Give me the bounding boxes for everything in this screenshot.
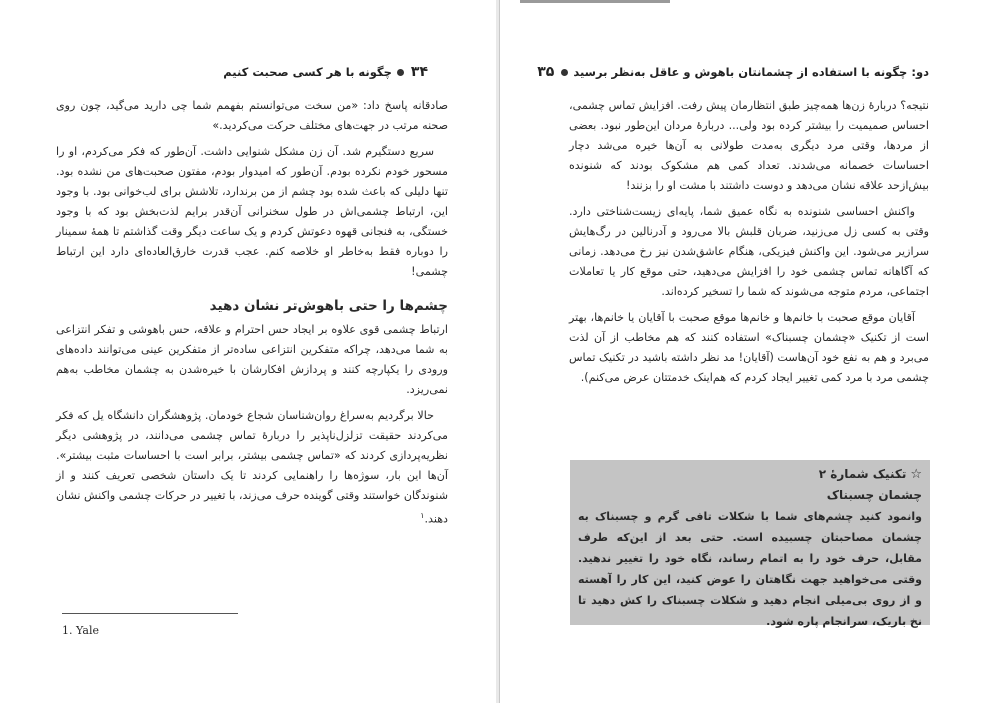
- paragraph: آقایان موقع صحبت با خانم‌ها و خانم‌ها موقع صحبت با آقایان یا خانم‌ها، بهتر است از تکنیک «چشمان چسبناک» استفاده کنند که هم مخاطب از آن لذت می‌برد و هم به نفع خود آن‌هاست (آقایان! مد نظر داشته باشید در تکنیک تماس چشمی مرد با مرد کمی تغییر ایجاد کردم که هم‌اینک خدمتتان عرض می‌کنم).: [569, 311, 929, 384]
- paragraph: صادقانه پاسخ داد: «من سخت می‌توانستم بفهمم شما چی دارید می‌گید، چون روی صحنه مرتب در جهت‌های مختلف حرکت می‌کردید.»: [56, 99, 448, 132]
- right-page-running-title: دو: چگونه با استفاده از چشمانتان باهوش و عاقل به‌نظر برسید: [573, 65, 929, 79]
- technique-label-row: [578, 464, 922, 485]
- left-page: [0, 0, 497, 703]
- footnote: 1. Yale: [62, 624, 99, 637]
- right-page-number: ۳۵: [537, 64, 555, 80]
- technique-name: چشمان چسبناک: [826, 488, 922, 502]
- technique-text: وانمود کنید چشم‌های شما با شکلات تافی گرم و چسبناک به چشمان مصاحبتان چسبیده است. حتی بعد از این‌که طرف مقابل، حرف خود را به اتمام رساند، نگاه خود را تغییر ندهید. وقتی می‌خواهید جهت نگاهتان را عوض کنید، این کار را آهسته و از روی بی‌میلی انجام دهید و شکلات چسبناک را کش دهید تا نخ باریک، سرانجام پاره شود.: [578, 510, 922, 628]
- footnote-divider: [62, 613, 238, 614]
- paragraph: ارتباط چشمی قوی علاوه بر ایجاد حس احترام و علاقه، حس باهوشی و تفکر انتزاعی به شما می‌دهد، چراکه متفکرین انتزاعی ساده‌تر از متفکرین عینی می‌توانند داده‌های ورودی را یکپارچه کنند و پردازش افکارشان با خیره‌شدن به چشمان مخاطب به‌هم نمی‌ریزد.: [56, 323, 448, 396]
- right-page: [499, 0, 995, 703]
- paragraph: نتیجه؟ دربارهٔ زن‌ها همه‌چیز طبق انتظارمان پیش رفت. افزایش تماس چشمی، احساس صمیمیت را بیشتر کرده بود ولی... دربارهٔ مردان این‌طور نبود. بعضی از مردها، وقتی مرد دیگری به‌مدت طولانی به آن‌ها خیره می‌شد دچار احساسات خصمانه می‌شدند. تعداد کمی هم مشکوک بودند که شنونده بیش‌ازحد علاقه نشان می‌دهد و دوست داشتند با مشت او را بزنند!: [569, 99, 929, 192]
- footnote-marker: ۱: [420, 511, 425, 520]
- star-icon: ☆: [910, 467, 922, 482]
- left-page-header: [223, 62, 430, 82]
- paragraph: [56, 406, 448, 530]
- bullet-icon: [561, 69, 568, 76]
- right-page-body: [569, 96, 929, 394]
- left-page-number: ۳۴: [410, 64, 428, 80]
- paragraph: سریع دستگیرم شد. آن زن مشکل شنوایی داشت. آن‌طور که فکر می‌کردم، او را مسحور خودم نکرده بودم. آن‌طور که امیدوار بودم، مفتون صحبت‌های من نشده بود. تنها دلیلی که باعث شده بود چشم از من برندارد، تلاشش برای لب‌خوانی بود. با وجود این، ارتباط چشمی‌اش در طول سخنرانی آن‌قدر برایم لذت‌بخش بود که با وجود خستگی، به فنجانی قهوه دعوتش کردم و یک ساعت دیگر وقت گذاشتم تا همهٔ سمینار را دوباره فقط به‌خاطر او خلاصه کنم. عجب قدرت خارق‌العاده‌ای دارد این ارتباط چشمی!: [56, 145, 448, 278]
- paragraph: واکنش احساسی شنونده به نگاه عمیق شما، پایه‌ای زیست‌شناختی دارد. وقتی به کسی زل می‌زنید، ضربان قلبش بالا می‌رود و آدرنالین در رگ‌هایش سرازیر می‌شود. این واکنش فیزیکی، هنگام عاشق‌شدن نیز رخ می‌دهد. زمانی که آگاهانه تماس چشمی خود را افزایش می‌دهید، حتی موقع کار یا تعاملات اجتماعی، مردم متوجه می‌شوند که شما را تسخیر کرده‌اند.: [569, 205, 929, 298]
- technique-box: [570, 460, 930, 628]
- left-page-body: [56, 96, 448, 536]
- paragraph-text: حالا برگردیم به‌سراغ روان‌شناسان شجاع خودمان. پژوهشگران دانشگاه یل که فکر می‌کردند حقیقت تزلزل‌ناپذیر را دربارهٔ تماس چشمی می‌دانند، در پژوهشی دیگر نظریه‌پردازی کردند که «تماس چشمی بیشتر، برابر است با احساسات مثبت بیشتر». آن‌ها این بار، سوژه‌ها را راهنمایی کردند تا یک داستان شخصی تعریف کنند و از شنوندگان خواستند وقتی گوینده حرف می‌زند، با تغییر در حرکات چشمی واکنش نشان دهند.: [56, 409, 448, 526]
- technique-label: تکنیک شمارهٔ ۲: [818, 467, 907, 481]
- bullet-icon: [397, 69, 404, 76]
- left-page-running-title: چگونه با هر کسی صحبت کنیم: [223, 65, 392, 79]
- page-edge-strip: [520, 0, 670, 3]
- right-page-header: [535, 62, 929, 82]
- section-title: چشم‌ها را حتی باهوش‌تر نشان دهید: [209, 298, 448, 314]
